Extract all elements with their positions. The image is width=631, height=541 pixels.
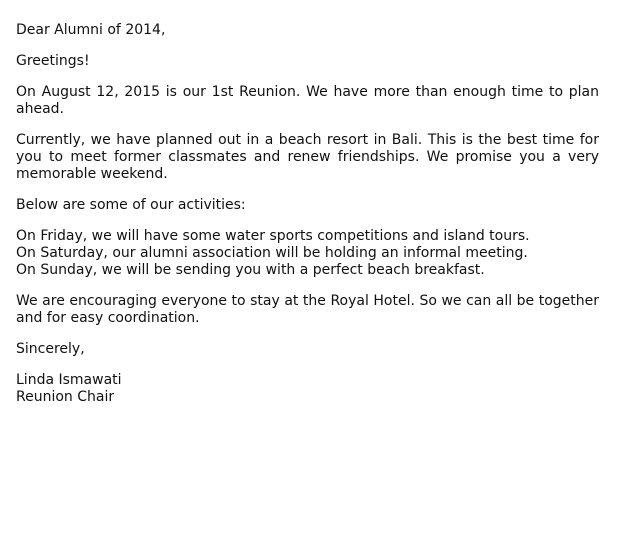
activity-item-saturday: On Saturday, our alumni association will be holding an informal meeting. bbox=[16, 245, 528, 261]
paragraph-hotel: We are encouraging everyone to stay at the Royal Hotel. So we can all be together and for easy coordination. bbox=[16, 293, 599, 326]
closing: Sincerely, bbox=[16, 341, 85, 357]
signature-title: Reunion Chair bbox=[16, 389, 115, 405]
signature-name: Linda Ismawati bbox=[16, 372, 122, 388]
signature-block bbox=[16, 372, 599, 406]
activity-item-sunday: On Sunday, we will be sending you with a perfect beach breakfast. bbox=[16, 262, 485, 278]
greeting: Greetings! bbox=[16, 53, 90, 69]
paragraph-venue: Currently, we have planned out in a beach resort in Bali. This is the best time for you to meet former classmates and renew friendships. We promise you a very memorable weekend. bbox=[16, 132, 599, 182]
activity-item-friday: On Friday, we will have some water sports competitions and island tours. bbox=[16, 228, 530, 244]
activities-intro: Below are some of our activities: bbox=[16, 197, 246, 213]
activities-list bbox=[16, 228, 599, 279]
paragraph-reunion-date: On August 12, 2015 is our 1st Reunion. We have more than enough time to plan ahead. bbox=[16, 84, 599, 117]
letter-body bbox=[16, 22, 599, 420]
salutation: Dear Alumni of 2014, bbox=[16, 22, 166, 38]
